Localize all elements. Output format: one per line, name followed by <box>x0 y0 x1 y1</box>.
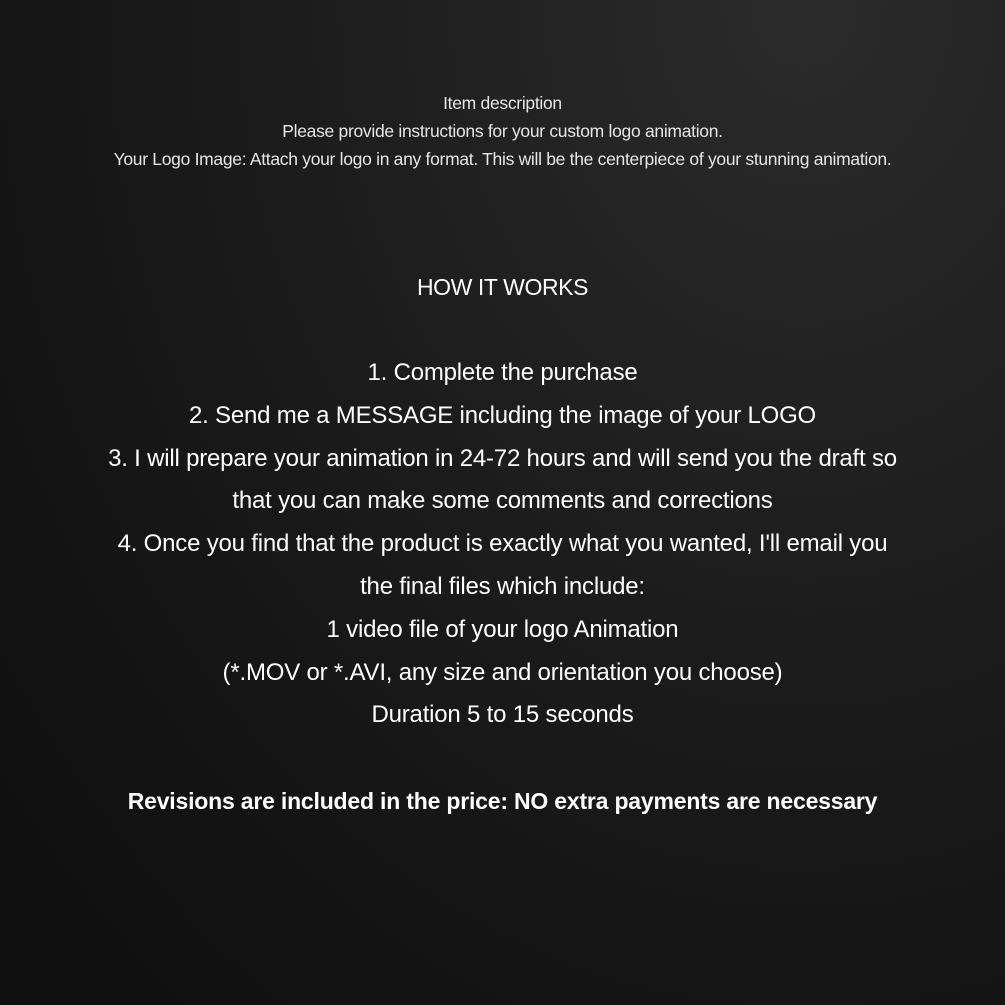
revisions-note: Revisions are included in the price: NO extra payments are necessary <box>127 788 878 814</box>
step-line: 4. Once you find that the product is exactly what you wanted, I'll email you <box>117 530 888 558</box>
step-line: that you can make some comments and corrections <box>232 487 773 515</box>
step-line: 2. Send me a MESSAGE including the image of your LOGO <box>188 401 817 429</box>
step-line: the final files which include: <box>360 572 645 600</box>
step-line: 1 video file of your logo Animation <box>326 615 679 643</box>
how-it-works-title: HOW IT WORKS <box>416 274 589 300</box>
step-line: 1. Complete the purchase <box>367 359 638 386</box>
how-it-works-steps <box>0 352 1005 737</box>
item-description-line: Your Logo Image: Attach your logo in any format. This will be the centerpiece of your stunning animation. <box>113 149 892 169</box>
step-line: (*.MOV or *.AVI, any size and orientation you choose) <box>222 658 783 686</box>
item-description-heading: Item description <box>443 93 562 113</box>
step-line: 3. I will prepare your animation in 24-72 hours and will send you the draft so <box>108 444 897 472</box>
item-description-line: Please provide instructions for your custom logo animation. <box>282 121 723 141</box>
step-line: Duration 5 to 15 seconds <box>371 701 634 729</box>
item-description-block <box>0 89 1005 173</box>
